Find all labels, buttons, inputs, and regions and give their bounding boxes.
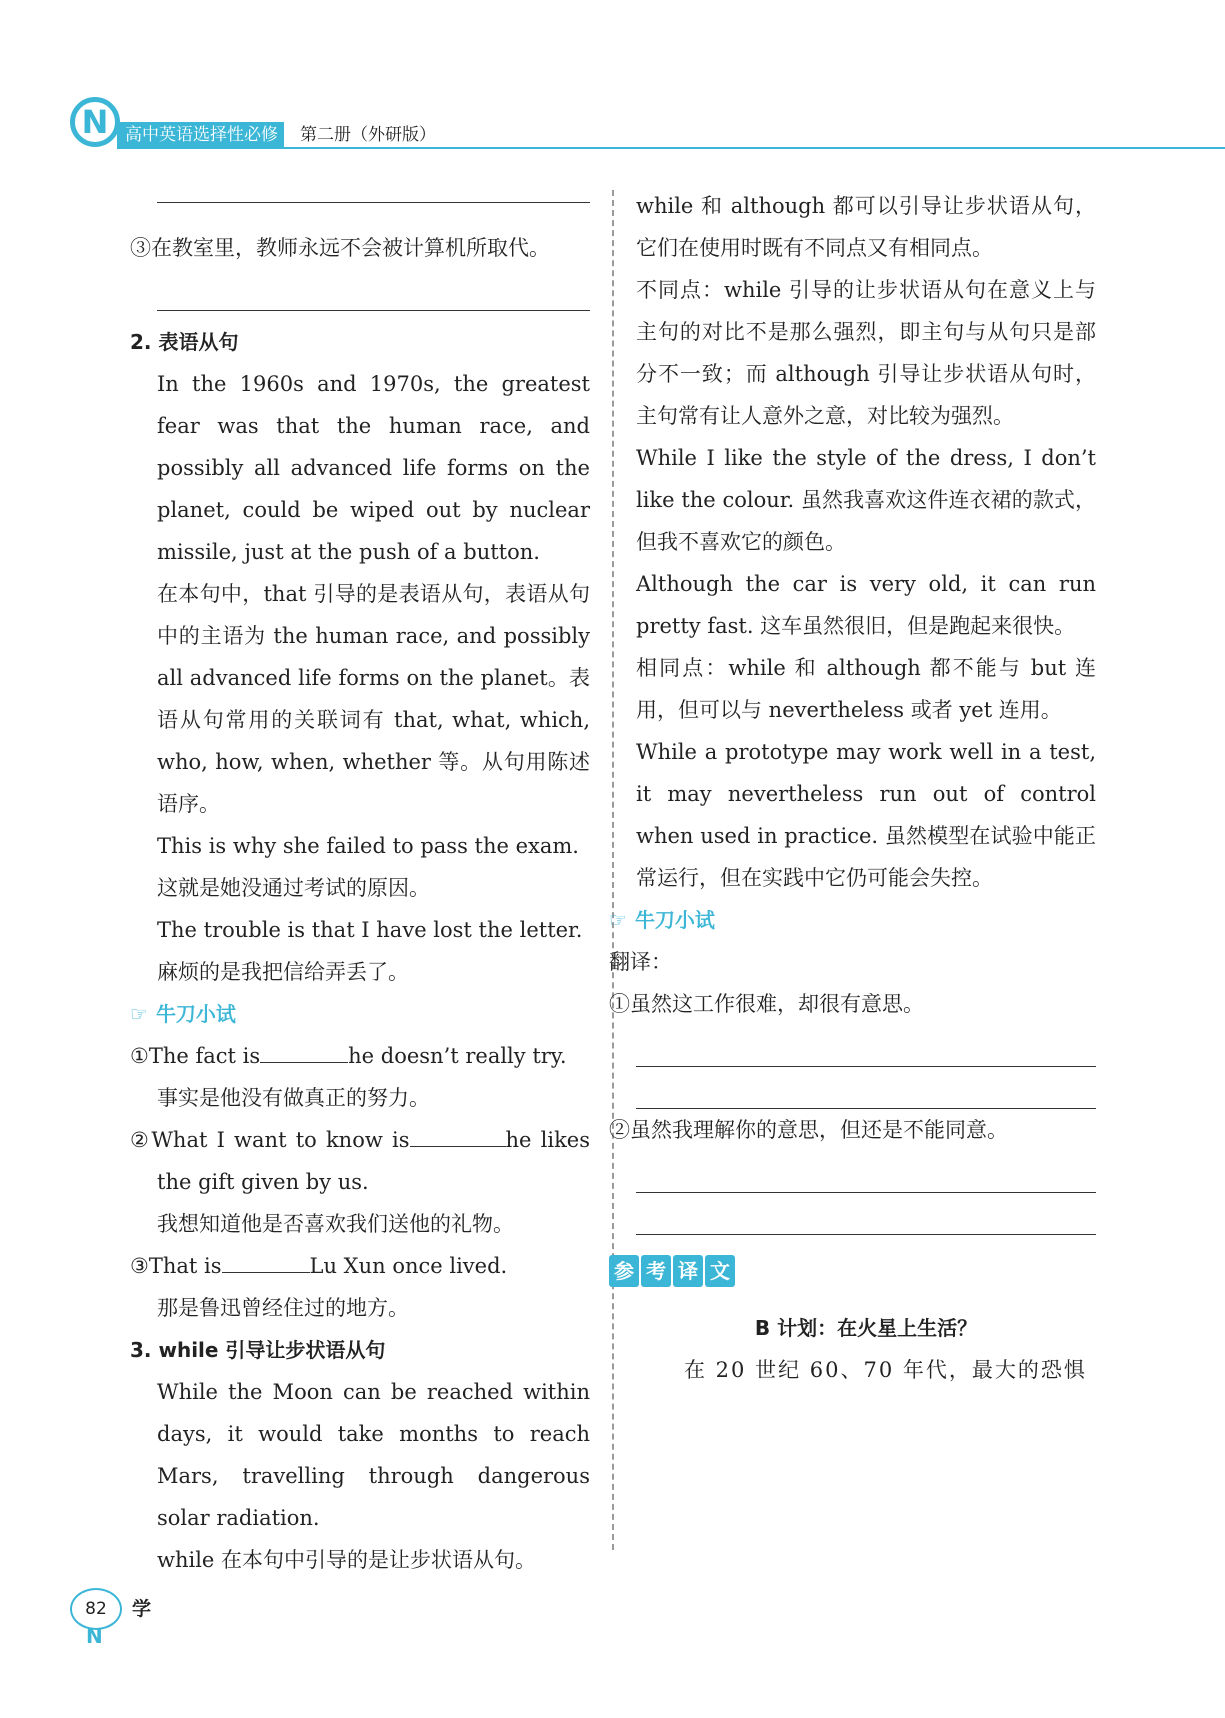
n-logo-icon: N [70,97,120,147]
section-3-title: 3. while 引导让步状语从句 [130,1338,386,1362]
example-2-en: The trouble is that I have lost the letter. [157,918,583,942]
section-2-example: In the 1960s and 1970s, the greatest fear was that the human race, and possibly all advanced life forms on the planet, could be wiped out by nuclear missile, just at the push of a button. [157,372,590,564]
question-1-cn: 事实是他没有做真正的努力。 [157,1086,430,1110]
section-3-example: While the Moon can be reached within days, it would take months to reach Mars, travelling through dangerous solar radiation. [157,1380,590,1530]
while-although-intro: while 和 although 都可以引导让步状语从句，它们在使用时既有不同点又有相同点。 [636,194,1096,260]
example-1-cn: 这就是她没通过考试的原因。 [157,876,430,900]
book-title: 高中英语选择性必修 [117,122,284,148]
page-number: 82 [70,1588,122,1630]
similarities: 相同点：while 和 although 都不能与 but 连用，但可以与 nevertheless 或者 yet 连用。 [636,656,1096,722]
reference-translation-heading [609,1255,1096,1295]
blank-1[interactable] [260,1038,348,1063]
example-although: Although the car is very old, it can run pretty fast. 这车虽然很旧，但是跑起来很快。 [636,572,1096,638]
left-column [130,185,590,1581]
answer-line[interactable] [636,1025,1096,1067]
ref-char: 文 [705,1255,735,1287]
try-heading: ☞ 牛刀小试 [609,908,715,932]
pointing-hand-icon: ☞ [130,1002,148,1026]
example-1-en: This is why she failed to pass the exam. [157,834,579,858]
answer-line[interactable] [636,1067,1096,1109]
question-3: ③That is Lu Xun once lived. [130,1245,590,1287]
section-2-title: 2. 表语从句 [130,330,239,354]
ref-char: 译 [673,1255,703,1287]
question-1: ①The fact is he doesn’t really try. [130,1035,590,1077]
right-column [609,185,1096,1391]
differences: 不同点：while 引导的让步状语从句在意义上与主句的对比不是那么强烈，即主句与从句只是部分不一致；而 although 引导让步状语从句时，主句常有让人意外之意，对比较为强烈。 [636,278,1096,428]
column-divider [612,190,614,1550]
question-2-cn: 我想知道他是否喜欢我们送他的礼物。 [157,1212,514,1236]
answer-line[interactable] [157,269,590,311]
section-2-explanation: 在本句中，that 引导的是表语从句，表语从句中的主语为 the human race, and possibly all advanced life forms on the planet。表语从句常用的关联词有 that, what, which, who, how, when, whether 等。从句用陈述语序。 [157,582,590,816]
reference-title: B 计划：在火星上生活？ [754,1316,978,1340]
reference-text: 在 20 世纪 60、70 年代，最大的恐惧 [684,1358,1087,1382]
volume-label: 第二册（外研版） [300,125,436,145]
example-while: While I like the style of the dress, I don’t like the colour. 虽然我喜欢这件连衣裙的款式，但我不喜欢它的颜色。 [636,446,1096,554]
translate-label: 翻译： [609,950,672,974]
pointing-hand-icon: ☞ [609,908,627,932]
page-header [0,95,1225,155]
page-footer [70,1588,270,1648]
example-prototype: While a prototype may work well in a test, it may nevertheless run out of control when used in practice. 虽然模型在试验中能正常运行，但在实践中它仍可能会失控。 [636,740,1096,890]
translate-2: ②虽然我理解你的意思，但还是不能同意。 [609,1118,1008,1142]
answer-line[interactable] [157,185,590,203]
try-heading: ☞ 牛刀小试 [130,1002,236,1026]
question-2: ②What I want to know is he likes the gift given by us. [130,1119,590,1203]
ref-char: 参 [609,1255,639,1287]
question-3-cn: 那是鲁迅曾经住过的地方。 [157,1296,409,1320]
ref-char: 考 [641,1255,671,1287]
blank-2[interactable] [410,1122,506,1147]
translate-1: ①虽然这工作很难，却很有意思。 [609,992,924,1016]
item-3: ③在教室里，教师永远不会被计算机所取代。 [130,236,550,260]
answer-line[interactable] [636,1151,1096,1193]
footer-n-logo: N [86,1624,103,1648]
section-3-explanation: while 在本句中引导的是让步状语从句。 [157,1548,537,1572]
answer-line[interactable] [636,1193,1096,1235]
example-2-cn: 麻烦的是我把信给弄丢了。 [157,960,409,984]
header-rule [117,147,1225,149]
blank-3[interactable] [222,1248,310,1273]
footer-char: 学 [132,1598,152,1620]
